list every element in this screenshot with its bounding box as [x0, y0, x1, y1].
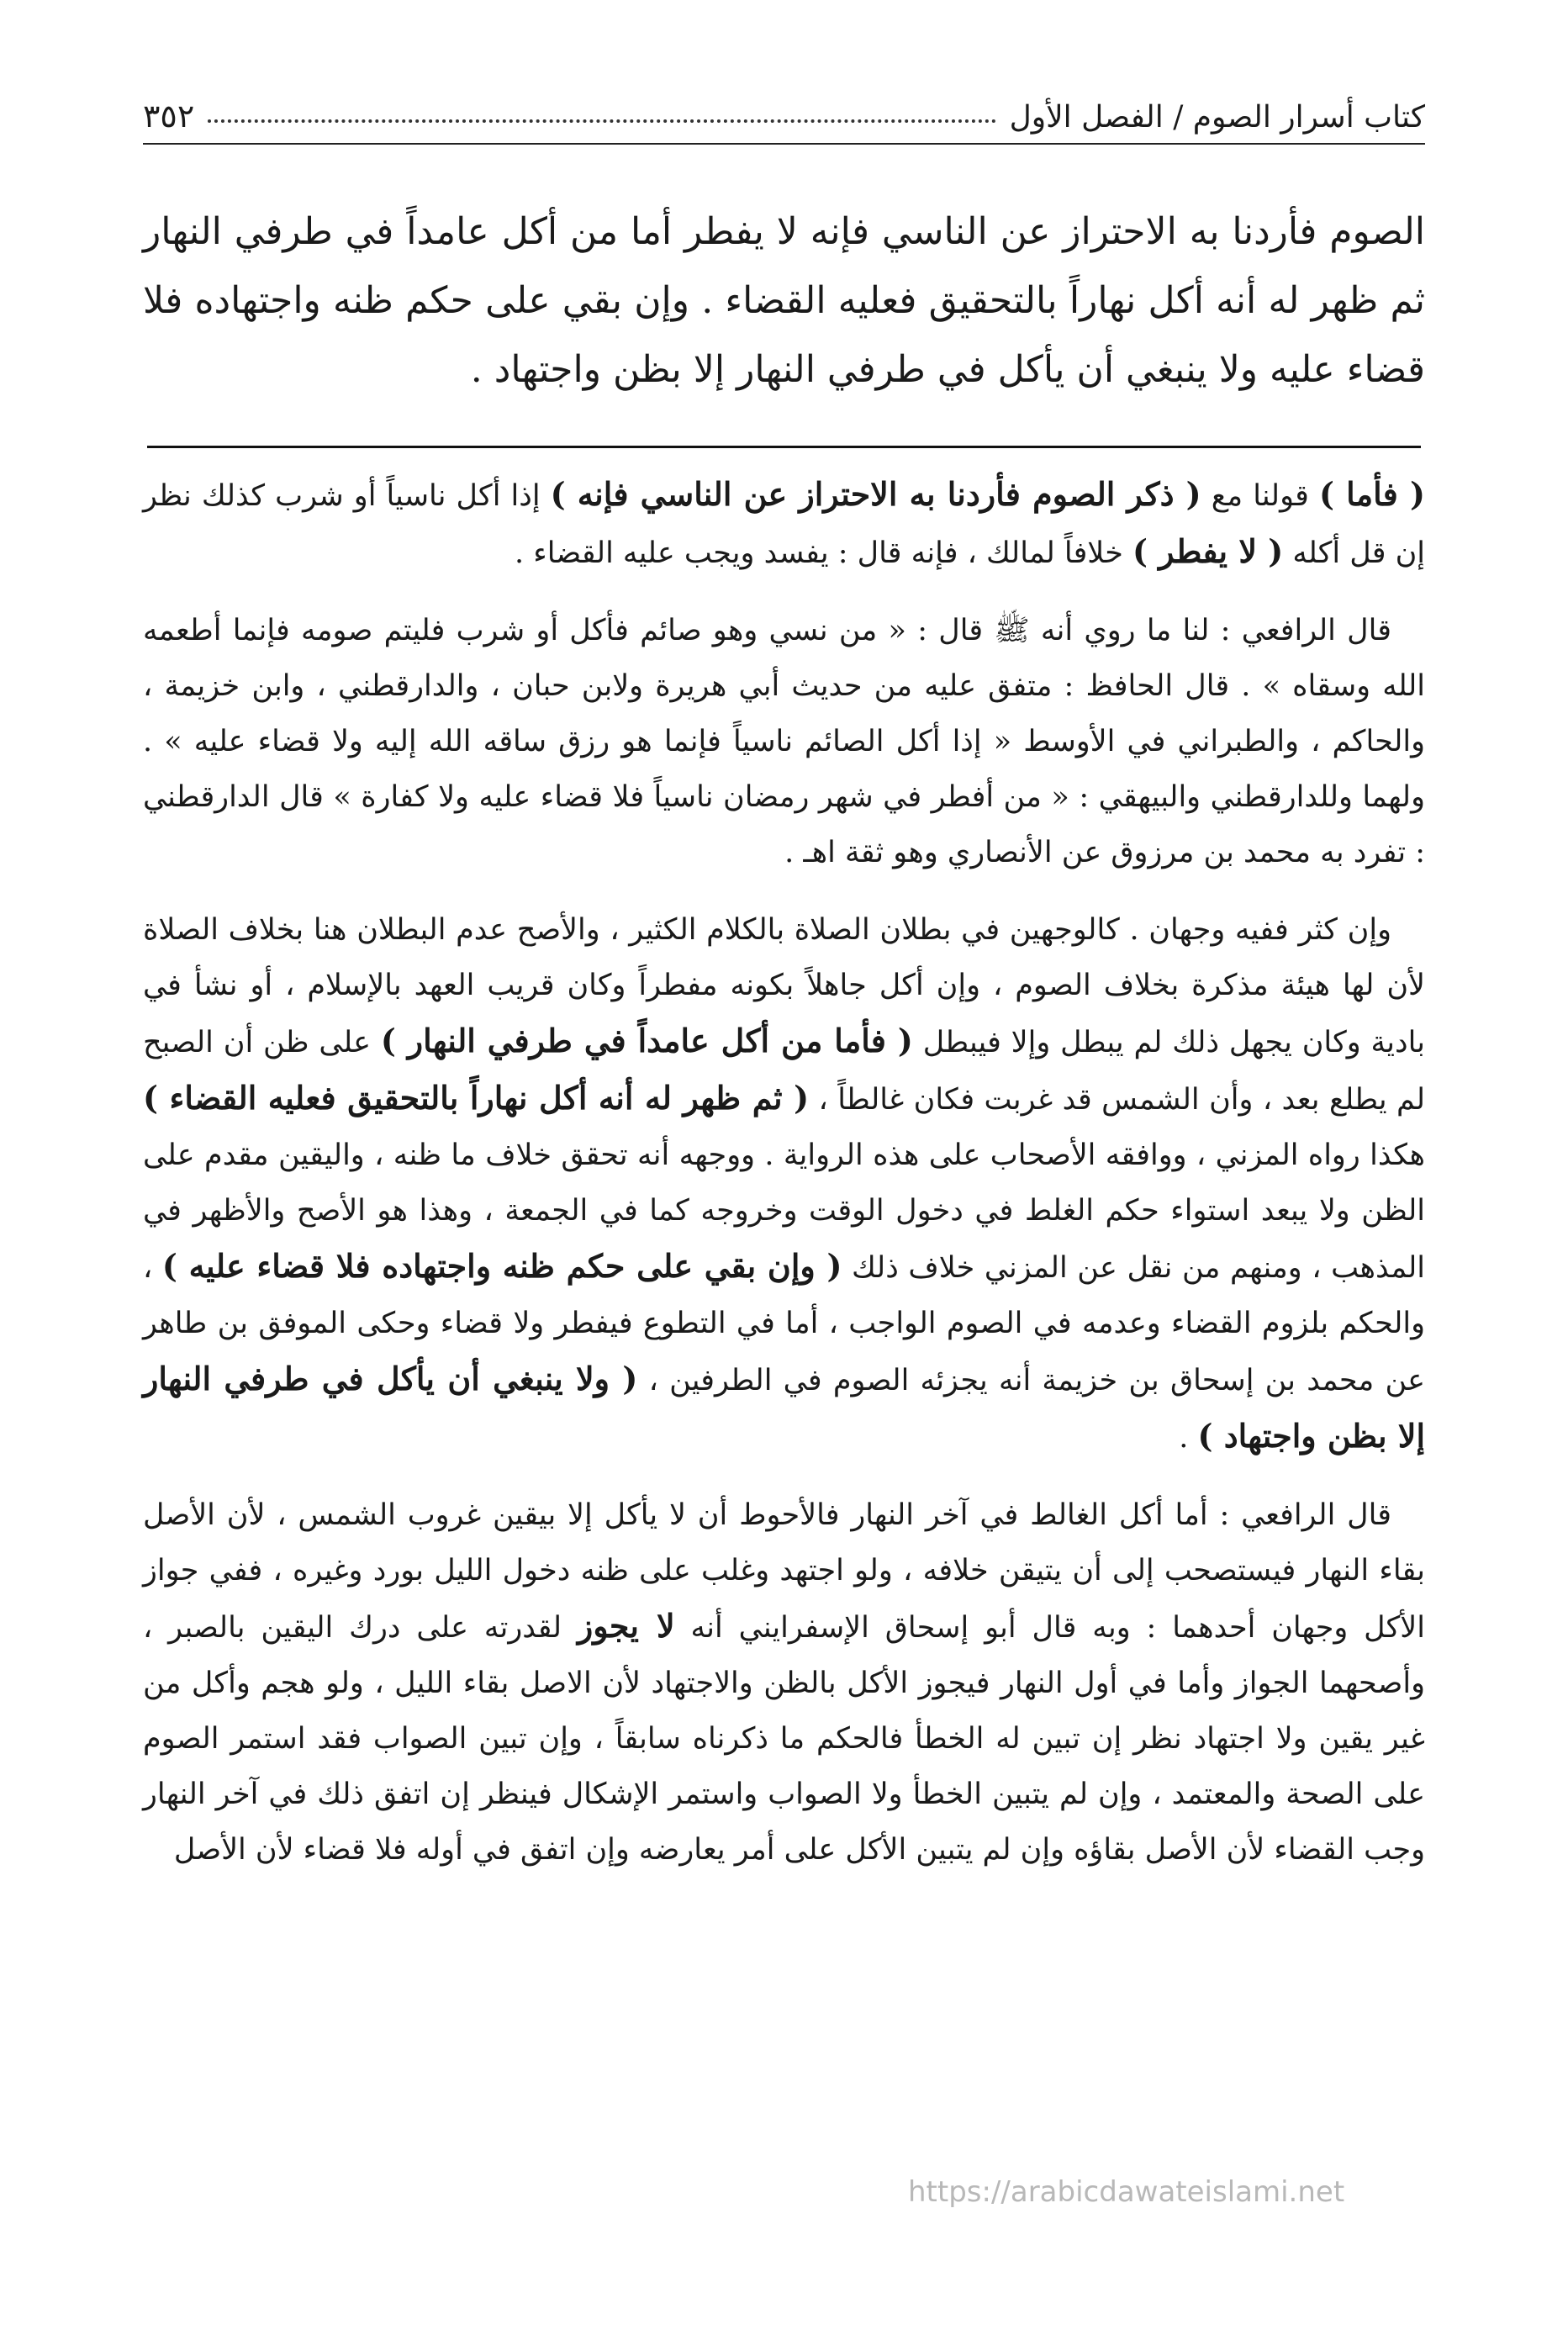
- main-text: [143, 198, 1425, 404]
- emphasis-text: لا يجوز: [577, 1607, 675, 1645]
- page-number: ٣٥٢: [143, 98, 195, 135]
- commentary-text: لقدرته على درك اليقين بالصبر ، وأصحهما الجواز وأما في أول النهار فيجوز الأكل بالظن والاجتهاد لأن الاصل بقاء الليل ، ولو هجم وأكل من غير يقين ولا اجتهاد نظر إن تبين له الخطأ فالحكم ما ذكرناه سابقاً ، وإن تبين الصواب فقد استمر الصوم على الصحة والمعتمد ، وإن لم يتبين الخطأ ولا الصواب واستمر الإشكال فينظر إن اتفق ذلك في آخر النهار وجب القضاء لأن الأصل بقاؤه وإن لم يتبين الأكل على أمر يعارضه وإن اتفق في أوله فلا قضاء لأن الأصل: [143, 1611, 1425, 1867]
- quoted-matn: ( ولا ينبغي أن يأكل في طرفي النهار إلا بظن واجتهاد ): [143, 1360, 1425, 1455]
- quoted-matn: ( فأما ): [1319, 475, 1426, 513]
- commentary-text: ، والحكم بلزوم القضاء وعدمه في الصوم الواجب ، أما في التطوع فيفطر ولا قضاء وحكى الموفق بن طاهر عن محمد بن إسحاق بن خزيمة أنه يجزئه الصوم في الطرفين ،: [143, 1251, 1425, 1397]
- quoted-matn: ( ذكر الصوم فأردنا به الاحتراز عن الناسي فإنه ): [550, 475, 1201, 513]
- text-commentary-separator: [147, 446, 1421, 448]
- commentary: [143, 467, 1425, 1899]
- commentary-text: هكذا رواه المزني ، ووافقه الأصحاب على هذه الرواية . ووجهه أنه تحقق خلاف ما ظنه ، واليقين مقدم على الظن ولا يبعد استواء حكم الغلط في دخول الوقت وخروجه كما في الجمعة ، وهذا هو الأصح والأظهر في المذهب ، ومنهم من نقل عن المزني خلاف ذلك: [143, 1138, 1426, 1285]
- commentary-text: خلافاً لمالك ، فإنه قال : يفسد ويجب عليه القضاء .: [514, 536, 1132, 570]
- header-rule: [143, 143, 1425, 145]
- quoted-matn: ( وإن بقي على حكم ظنه واجتهاده فلا قضاء عليه ): [161, 1247, 842, 1285]
- main-text-paragraph: الصوم فأردنا به الاحتراز عن الناسي فإنه لا يفطر أما من أكل عامداً في طرفي النهار ثم ظهر له أنه أكل نهاراً بالتحقيق فعليه القضاء . وإن بقي على حكم ظنه واجتهاده فلا قضاء عليه ولا ينبغي أن يأكل في طرفي النهار إلا بظن واجتهاد .: [143, 210, 1425, 391]
- commentary-paragraph-2: قال الرافعي : لنا ما روي أنه ﷺ قال : « من نسي وهو صائم فأكل أو شرب فليتم صومه فإنما أطعمه الله وسقاه » . قال الحافظ : متفق عليه من حديث أبي هريرة ولابن حبان ، والدارقطني ، وابن خزيمة ، والحاكم ، والطبراني في الأوسط « إذا أكل الصائم ناسياً فإنما هو رزق ساقه الله إليه ولا قضاء عليه » . ولهما وللدارقطني والبيهقي : « من أفطر في شهر رمضان ناسياً فلا قضاء عليه ولا كفارة » قال الدارقطني : تفرد به محمد بن مرزوق عن الأنصاري وهو ثقة اهـ .: [143, 614, 1425, 869]
- running-title: كتاب أسرار الصوم / الفصل الأول: [1009, 100, 1425, 135]
- header-dotted-leader: [208, 119, 995, 123]
- quoted-matn: ( فأما من أكل عامداً في طرفي النهار ): [380, 1022, 913, 1059]
- commentary-paragraph-1: [143, 467, 1425, 581]
- commentary-paragraph-3: [143, 902, 1425, 1466]
- commentary-text: إذا أكل ناسياً أو شرب كذلك نظر إن قل أكله: [143, 479, 1425, 570]
- commentary-text: .: [1179, 1421, 1198, 1455]
- commentary-text: وإن كثر ففيه وجهان . كالوجهين في بطلان الصلاة بالكلام الكثير ، والأصح عدم البطلان هنا بخلاف الصلاة لأن لها هيئة مذكرة بخلاف الصوم ، وإن أكل جاهلاً بكونه مفطراً وكان قريب العهد بالإسلام ، أو نشأ في بادية وكان يجهل ذلك لم يبطل وإلا فيبطل: [143, 913, 1425, 1059]
- commentary-text: قال الرافعي : أما أكل الغالط في آخر النهار فالأحوط أن لا يأكل إلا بيقين غروب الشمس ، لأن الأصل بقاء النهار فيستصحب إلى أن يتيقن خلافه ، ولو اجتهد وغلب على ظنه دخول الليل بورد وغيره ، ففي جواز الأكل وجهان أحدهما : وبه قال أبو إسحاق الإسفرايني أنه: [143, 1498, 1425, 1645]
- page-header: [143, 84, 1425, 135]
- commentary-text: على ظن أن الصبح لم يطلع بعد ، وأن الشمس قد غربت فكان غالطاً ،: [143, 1026, 1426, 1117]
- commentary-paragraph-4: [143, 1487, 1425, 1878]
- watermark-url: https://arabicdawateislami.net: [908, 2175, 1345, 2209]
- commentary-text: قولنا مع: [1201, 479, 1319, 513]
- quoted-matn: ( لا يفطر ): [1132, 532, 1284, 570]
- quoted-matn: ( ثم ظهر له أنه أكل نهاراً بالتحقيق فعليه القضاء ): [143, 1079, 810, 1117]
